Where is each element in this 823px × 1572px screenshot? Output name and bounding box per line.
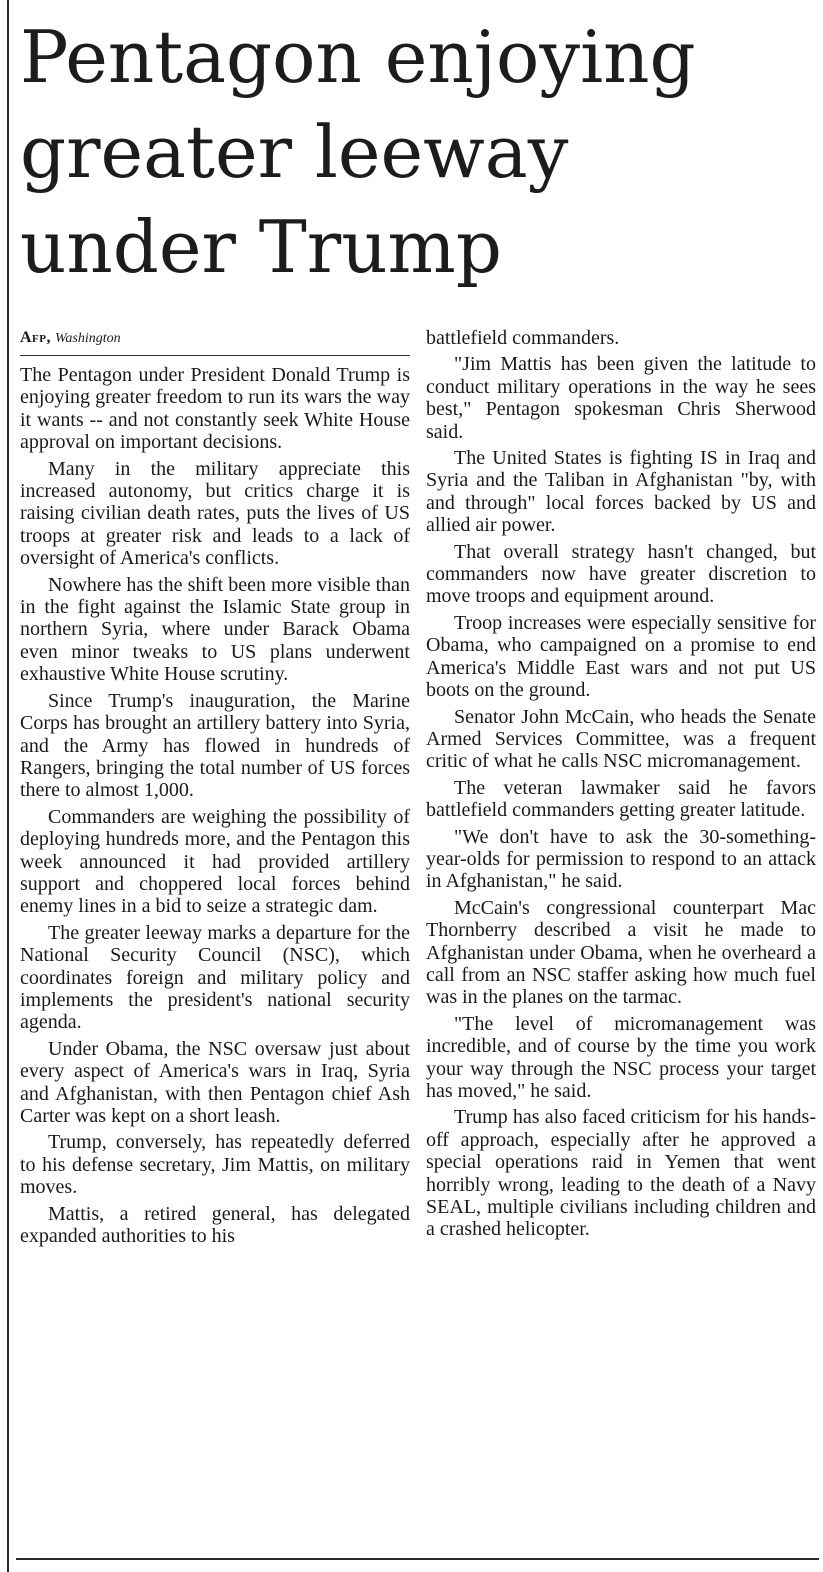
headline [20, 10, 820, 295]
bottom-rule [16, 1558, 819, 1560]
paragraph: The Pentagon under President Donald Trump is enjoying greater freedom to run its wars the way it wants -- and not constantly seek White House approval on important decisions. [20, 364, 410, 454]
paragraph: Since Trump's inauguration, the Marine Corps has brought an artillery battery into Syria, and the Army has flowed in hundreds of Rangers, bringing the total number of US forces there to almost 1,000. [20, 689, 410, 802]
headline-line: greater leeway [20, 110, 569, 194]
paragraph-continuation: battlefield commanders. [426, 327, 620, 349]
paragraph: Trump, conversely, has repeatedly deferred to his defense secretary, Jim Mattis, on military moves. [20, 1131, 410, 1199]
paragraph: "We don't have to ask the 30-something-year-olds for permission to respond to an attack in Afghanistan," he said. [426, 825, 816, 893]
paragraph: Troop increases were especially sensitive for Obama, who campaigned on a promise to end America's Middle East wars and not put US boots on the ground. [426, 611, 816, 702]
paragraph: The veteran lawmaker said he favors battlefield commanders getting greater latitude. [426, 776, 816, 822]
paragraph: The United States is fighting IS in Iraq and Syria and the Taliban in Afghanistan "by, with and through" local forces backed by US and allied air power. [426, 447, 816, 537]
article-column-right [426, 327, 816, 1245]
paragraph: That overall strategy hasn't changed, but commanders now have greater discretion to move troops and equipment around. [426, 540, 816, 608]
headline-line: under Trump [20, 205, 502, 289]
article-body [20, 327, 818, 1552]
byline-agency: Afp, [20, 329, 51, 346]
paragraph: "Jim Mattis has been given the latitude to conduct military operations in the way he sees best," Pentagon spokesman Chris Sherwood said. [426, 353, 816, 443]
byline [20, 327, 410, 356]
paragraph: Many in the military appreciate this increased autonomy, but critics charge it is raising civilian death rates, puts the lives of US troops at greater risk and leads to a lack of oversight of America's conflicts. [20, 457, 410, 570]
paragraph: McCain's congressional counterpart Mac Thornberry described a visit he made to Afghanistan under Obama, when he overheard a call from an NSC staffer asking how much fuel was in the planes on the tarmac. [426, 896, 816, 1009]
paragraph: Under Obama, the NSC oversaw just about every aspect of America's wars in Iraq, Syria and Afghanistan, with then Pentagon chief Ash Carter was kept on a short leash. [20, 1037, 410, 1127]
paragraph: Senator John McCain, who heads the Senate Armed Services Committee, was a frequent critic of what he calls NSC micromanagement. [426, 705, 816, 773]
paragraph: Mattis, a retired general, has delegated expanded authorities to his [20, 1202, 410, 1248]
left-column-rule [7, 0, 9, 1572]
paragraph: Commanders are weighing the possibility of deploying hundreds more, and the Pentagon this week announced it had provided artillery support and choppered local forces behind enemy lines in a bid to seize a strategic dam. [20, 805, 410, 918]
paragraph: Nowhere has the shift been more visible than in the fight against the Islamic State group in northern Syria, where under Barack Obama even minor tweaks to US plans underwent exhaustive White House scrutiny. [20, 573, 410, 686]
paragraph: The greater leeway marks a departure for the National Security Council (NSC), which coordinates foreign and military policy and implements the president's national security agenda. [20, 921, 410, 1034]
paragraph: "The level of micromanagement was incredible, and of course by the time you work your way through the NSC process your target has moved," he said. [426, 1012, 816, 1102]
paragraph: Trump has also faced criticism for his hands-off approach, especially after he approved a special operations raid in Yemen that went horribly wrong, leading to the death of a Navy SEAL, multiple civilians including children and a crashed helicopter. [426, 1106, 816, 1241]
byline-location: Washington [55, 331, 121, 346]
headline-line: Pentagon enjoying [20, 15, 696, 99]
article-column-left [20, 327, 410, 1251]
